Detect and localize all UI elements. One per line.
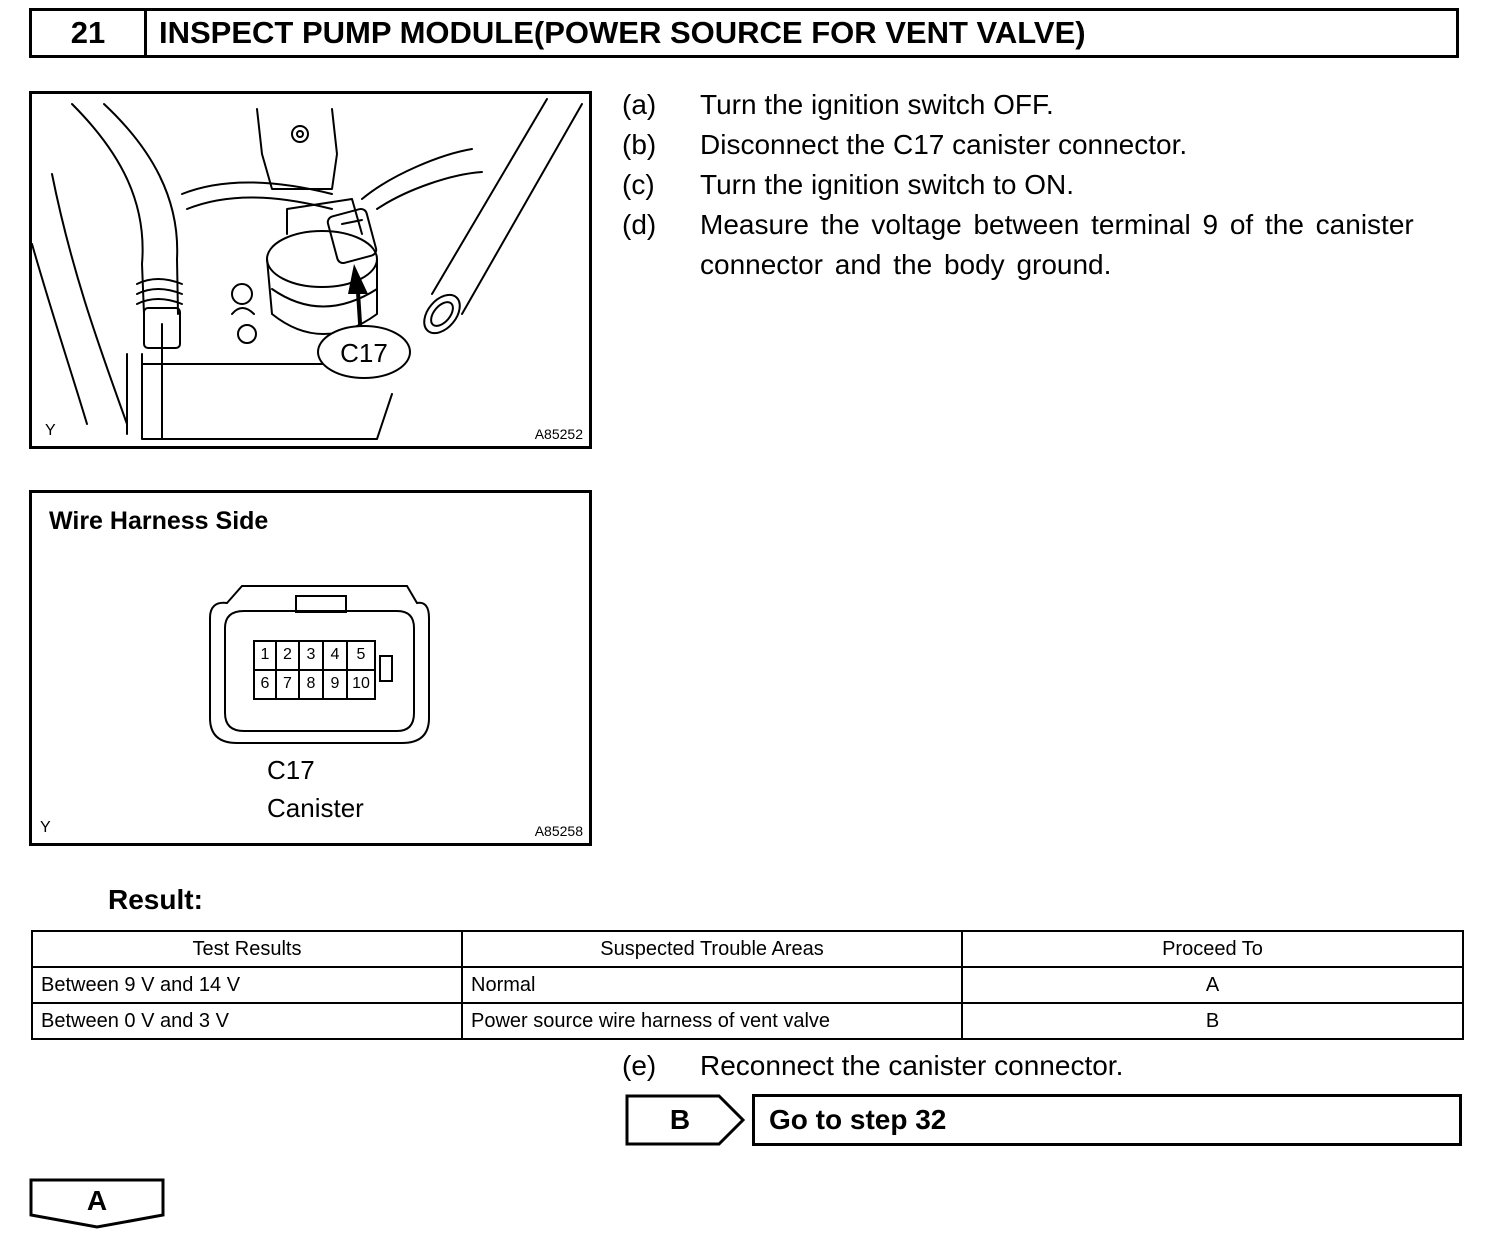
callout-c17: C17: [340, 338, 388, 368]
terminal-8: 8: [306, 675, 316, 692]
step-text: Reconnect the canister connector.: [700, 1050, 1124, 1081]
terminal-7: 7: [283, 675, 292, 692]
step-label: (a): [622, 89, 657, 120]
table-row: [32, 1003, 1463, 1039]
wire-harness-side-title: Wire Harness Side: [49, 507, 269, 535]
column-header: Test Results: [32, 931, 462, 967]
result-b-arrow[interactable]: [625, 1094, 747, 1146]
step-b: [622, 125, 1467, 165]
step-text: Measure the voltage between terminal 9 of the canister connector and the body ground.: [700, 209, 1414, 280]
table-row: [32, 967, 1463, 1003]
go-to-step-text: Go to step 32: [769, 1104, 947, 1135]
terminal-5: 5: [356, 646, 366, 663]
step-number: 21: [32, 11, 147, 55]
connector-name: Canister: [267, 793, 364, 823]
arrow-icon: [348, 264, 368, 294]
figure1-corner-left: Y: [45, 422, 56, 439]
step-label: (b): [622, 129, 657, 160]
figure1-code: A85252: [534, 426, 583, 442]
engine-illustration: [32, 94, 589, 446]
step-label: (d): [622, 209, 657, 240]
step-text: Turn the ignition switch to ON.: [700, 169, 1075, 200]
step-title: INSPECT PUMP MODULE(POWER SOURCE FOR VENT VALVE): [159, 15, 1086, 50]
column-header: Suspected Trouble Areas: [462, 931, 962, 967]
result-b-label: B: [669, 1104, 691, 1135]
table-cell: Power source wire harness of vent valve: [462, 1003, 962, 1039]
table-cell: Between 0 V and 3 V: [32, 1003, 462, 1039]
step-label: (e): [622, 1050, 657, 1081]
table-cell: A: [962, 967, 1463, 1003]
figure-pump-module-location: [29, 91, 592, 449]
terminal-2: 2: [283, 646, 292, 663]
terminal-9: 9: [330, 675, 340, 692]
table-cell: Between 9 V and 14 V: [32, 967, 462, 1003]
step-c: [622, 165, 1467, 205]
table-cell: B: [962, 1003, 1463, 1039]
connector-code: C17: [267, 755, 315, 785]
step-label: (c): [622, 169, 655, 200]
step-d: [622, 205, 1467, 285]
terminal-grid: [254, 641, 375, 699]
terminal-1: 1: [260, 646, 270, 663]
terminal-4: 4: [330, 646, 340, 663]
step-e: [622, 1046, 1467, 1086]
table-cell: Normal: [462, 967, 962, 1003]
step-text: Disconnect the C17 canister connector.: [700, 129, 1188, 160]
terminal-6: 6: [260, 675, 270, 692]
result-heading: Result:: [108, 884, 203, 915]
result-a-label: A: [86, 1185, 108, 1216]
table-header-row: [32, 931, 1463, 967]
figure2-corner-left: Y: [40, 819, 51, 836]
figure2-code: A85258: [534, 823, 583, 839]
terminal-3: 3: [306, 646, 316, 663]
terminal-10: 10: [352, 675, 370, 692]
figure-connector-c17: [29, 490, 592, 846]
step-header: [29, 8, 1459, 58]
column-header: Proceed To: [962, 931, 1463, 967]
result-a-arrow[interactable]: [29, 1178, 165, 1230]
step-a: [622, 85, 1467, 125]
result-table: [31, 930, 1464, 1040]
go-to-step-32-link[interactable]: [752, 1094, 1462, 1146]
step-text: Turn the ignition switch OFF.: [700, 89, 1054, 120]
